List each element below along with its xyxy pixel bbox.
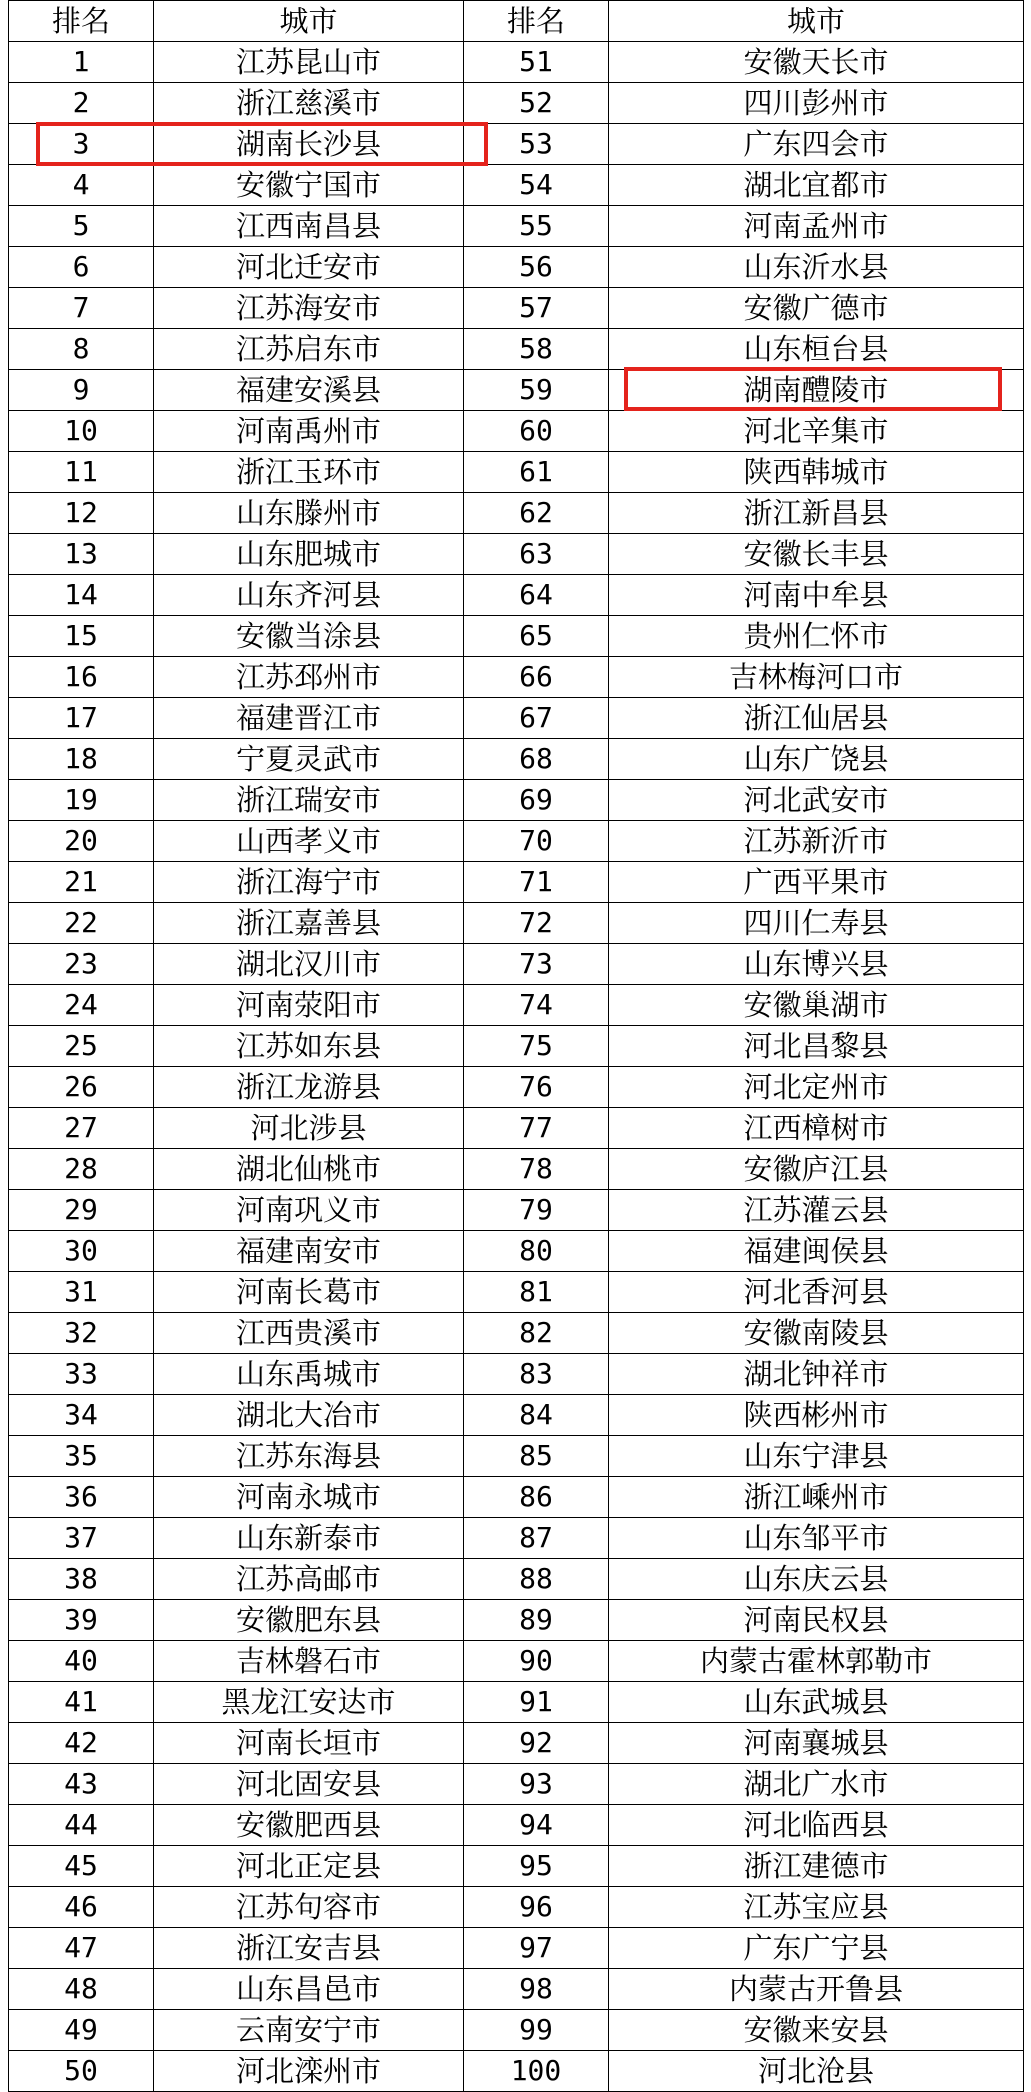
rank-cell-left: 45 [9,1846,154,1887]
city-cell-right: 河北辛集市 [609,411,1024,452]
table-row [9,1928,1024,1969]
table-row [9,534,1024,575]
rank-cell-right: 74 [464,985,609,1026]
city-cell-left: 宁夏灵武市 [154,739,464,780]
rank-cell-right: 96 [464,1887,609,1928]
rank-cell-left: 2 [9,83,154,124]
city-cell-left: 山东昌邑市 [154,1969,464,2010]
city-cell-left: 山东新泰市 [154,1518,464,1559]
rank-cell-right: 84 [464,1395,609,1436]
rank-cell-left: 46 [9,1887,154,1928]
city-cell-right: 江西樟树市 [609,1108,1024,1149]
rank-cell-right: 80 [464,1231,609,1272]
rank-cell-left: 36 [9,1477,154,1518]
rank-cell-left: 22 [9,903,154,944]
table-row [9,42,1024,83]
rank-cell-left: 30 [9,1231,154,1272]
city-cell-right: 内蒙古霍林郭勒市 [609,1641,1024,1682]
rank-cell-right: 64 [464,575,609,616]
rank-cell-right: 68 [464,739,609,780]
rank-cell-left: 33 [9,1354,154,1395]
table-row [9,616,1024,657]
city-cell-right: 河北昌黎县 [609,1026,1024,1067]
city-cell-right: 湖北广水市 [609,1764,1024,1805]
rank-cell-right: 92 [464,1723,609,1764]
table-row [9,985,1024,1026]
table-row [9,2051,1024,2092]
city-cell-left: 河南巩义市 [154,1190,464,1231]
city-cell-right: 贵州仁怀市 [609,616,1024,657]
city-cell-left: 江苏邳州市 [154,657,464,698]
table-row [9,165,1024,206]
rank-cell-right: 97 [464,1928,609,1969]
table-row [9,1313,1024,1354]
rank-cell-left: 50 [9,2051,154,2092]
rank-cell-right: 85 [464,1436,609,1477]
table-row [9,370,1024,411]
city-cell-right: 河北定州市 [609,1067,1024,1108]
city-cell-left: 河南荥阳市 [154,985,464,1026]
table-row [9,575,1024,616]
city-cell-right: 广东四会市 [609,124,1024,165]
city-cell-left: 山东滕州市 [154,493,464,534]
rank-cell-left: 29 [9,1190,154,1231]
table-row [9,83,1024,124]
rank-cell-right: 79 [464,1190,609,1231]
rank-cell-left: 11 [9,452,154,493]
table-row [9,288,1024,329]
table-row [9,1067,1024,1108]
city-cell-right: 陕西彬州市 [609,1395,1024,1436]
city-cell-right: 浙江建德市 [609,1846,1024,1887]
rank-cell-right: 81 [464,1272,609,1313]
table-row [9,1108,1024,1149]
city-cell-left: 山西孝义市 [154,821,464,862]
rank-cell-right: 57 [464,288,609,329]
city-cell-left: 河南禹州市 [154,411,464,452]
rank-cell-right: 56 [464,247,609,288]
city-cell-left: 河南永城市 [154,1477,464,1518]
city-cell-right: 安徽长丰县 [609,534,1024,575]
rank-cell-right: 51 [464,42,609,83]
city-cell-right: 河北香河县 [609,1272,1024,1313]
rank-cell-right: 54 [464,165,609,206]
rank-cell-left: 39 [9,1600,154,1641]
table-row [9,862,1024,903]
city-cell-right: 江苏新沂市 [609,821,1024,862]
table-row [9,1805,1024,1846]
city-cell-left: 江苏东海县 [154,1436,464,1477]
city-cell-right: 山东广饶县 [609,739,1024,780]
rank-cell-right: 67 [464,698,609,739]
rank-cell-left: 20 [9,821,154,862]
table-row [9,1518,1024,1559]
rank-cell-left: 40 [9,1641,154,1682]
rank-cell-left: 32 [9,1313,154,1354]
table-row [9,124,1024,165]
rank-cell-left: 5 [9,206,154,247]
city-cell-left: 江苏启东市 [154,329,464,370]
rank-cell-left: 10 [9,411,154,452]
city-cell-right: 内蒙古开鲁县 [609,1969,1024,2010]
rank-cell-left: 12 [9,493,154,534]
rank-cell-right: 63 [464,534,609,575]
city-cell-left: 浙江嘉善县 [154,903,464,944]
table-row [9,411,1024,452]
city-cell-right: 四川仁寿县 [609,903,1024,944]
rank-cell-right: 65 [464,616,609,657]
rank-cell-right: 66 [464,657,609,698]
rank-cell-right: 71 [464,862,609,903]
city-cell-left: 江苏句容市 [154,1887,464,1928]
table-header-row [9,1,1024,42]
header-rank-right: 排名 [464,1,609,42]
rank-cell-left: 16 [9,657,154,698]
rank-cell-right: 98 [464,1969,609,2010]
city-cell-left: 福建安溪县 [154,370,464,411]
table-row [9,944,1024,985]
table-row [9,1764,1024,1805]
table-row [9,1436,1024,1477]
rank-cell-left: 48 [9,1969,154,2010]
header-city-left: 城市 [154,1,464,42]
city-cell-right: 安徽巢湖市 [609,985,1024,1026]
city-cell-right: 湖南醴陵市 [609,370,1024,411]
rank-cell-left: 35 [9,1436,154,1477]
city-cell-right: 河北临西县 [609,1805,1024,1846]
city-cell-left: 湖北汉川市 [154,944,464,985]
table-row [9,1272,1024,1313]
city-cell-left: 安徽当涂县 [154,616,464,657]
city-cell-right: 山东桓台县 [609,329,1024,370]
city-cell-left: 山东禹城市 [154,1354,464,1395]
table-row [9,1026,1024,1067]
city-cell-right: 河南中牟县 [609,575,1024,616]
rank-cell-right: 78 [464,1149,609,1190]
ranking-table [8,0,1024,2092]
city-cell-right: 河北武安市 [609,780,1024,821]
city-cell-left: 浙江海宁市 [154,862,464,903]
table-row [9,1477,1024,1518]
rank-cell-left: 37 [9,1518,154,1559]
rank-cell-left: 38 [9,1559,154,1600]
rank-cell-left: 7 [9,288,154,329]
city-cell-right: 河北沧县 [609,2051,1024,2092]
table-row [9,1149,1024,1190]
rank-cell-left: 23 [9,944,154,985]
city-cell-right: 福建闽侯县 [609,1231,1024,1272]
rank-cell-left: 21 [9,862,154,903]
city-cell-right: 四川彭州市 [609,83,1024,124]
rank-cell-right: 72 [464,903,609,944]
rank-cell-right: 58 [464,329,609,370]
rank-cell-left: 14 [9,575,154,616]
rank-cell-right: 99 [464,2010,609,2051]
rank-cell-left: 6 [9,247,154,288]
rank-cell-left: 42 [9,1723,154,1764]
city-cell-left: 河北涉县 [154,1108,464,1149]
table-row [9,1600,1024,1641]
table-row [9,452,1024,493]
rank-cell-right: 86 [464,1477,609,1518]
rank-cell-left: 31 [9,1272,154,1313]
table-row [9,493,1024,534]
header-rank-left: 排名 [9,1,154,42]
city-cell-left: 湖北仙桃市 [154,1149,464,1190]
city-cell-left: 浙江慈溪市 [154,83,464,124]
city-cell-left: 江苏如东县 [154,1026,464,1067]
rank-cell-right: 75 [464,1026,609,1067]
city-cell-left: 吉林磐石市 [154,1641,464,1682]
city-cell-left: 河北迁安市 [154,247,464,288]
city-cell-right: 江苏宝应县 [609,1887,1024,1928]
rank-cell-left: 41 [9,1682,154,1723]
city-cell-right: 广东广宁县 [609,1928,1024,1969]
table-row [9,1559,1024,1600]
rank-cell-left: 1 [9,42,154,83]
city-cell-right: 浙江新昌县 [609,493,1024,534]
rank-cell-left: 43 [9,1764,154,1805]
city-cell-right: 山东宁津县 [609,1436,1024,1477]
rank-cell-left: 15 [9,616,154,657]
rank-cell-left: 17 [9,698,154,739]
city-cell-left: 江西南昌县 [154,206,464,247]
rank-cell-right: 94 [464,1805,609,1846]
city-cell-left: 湖北大冶市 [154,1395,464,1436]
rank-cell-left: 8 [9,329,154,370]
city-cell-left: 河北滦州市 [154,2051,464,2092]
table-row [9,780,1024,821]
rank-cell-right: 69 [464,780,609,821]
rank-cell-right: 90 [464,1641,609,1682]
rank-cell-left: 47 [9,1928,154,1969]
rank-cell-left: 19 [9,780,154,821]
city-cell-right: 浙江仙居县 [609,698,1024,739]
city-cell-right: 安徽广德市 [609,288,1024,329]
table-row [9,1682,1024,1723]
table-row [9,821,1024,862]
city-cell-left: 江苏海安市 [154,288,464,329]
city-cell-right: 河南孟州市 [609,206,1024,247]
city-cell-right: 江苏灌云县 [609,1190,1024,1231]
city-cell-left: 云南安宁市 [154,2010,464,2051]
rank-cell-right: 95 [464,1846,609,1887]
rank-cell-right: 60 [464,411,609,452]
city-cell-left: 山东肥城市 [154,534,464,575]
rank-cell-left: 25 [9,1026,154,1067]
rank-cell-right: 100 [464,2051,609,2092]
rank-cell-right: 83 [464,1354,609,1395]
rank-cell-right: 87 [464,1518,609,1559]
city-cell-left: 江苏昆山市 [154,42,464,83]
city-cell-right: 安徽南陵县 [609,1313,1024,1354]
city-cell-right: 山东博兴县 [609,944,1024,985]
city-cell-left: 安徽肥东县 [154,1600,464,1641]
city-cell-left: 福建晋江市 [154,698,464,739]
city-cell-right: 安徽天长市 [609,42,1024,83]
city-cell-right: 湖北宜都市 [609,165,1024,206]
rank-cell-right: 89 [464,1600,609,1641]
city-cell-left: 浙江龙游县 [154,1067,464,1108]
table-row [9,657,1024,698]
rank-cell-right: 76 [464,1067,609,1108]
rank-cell-right: 53 [464,124,609,165]
rank-cell-left: 34 [9,1395,154,1436]
city-cell-right: 安徽来安县 [609,2010,1024,2051]
rank-cell-right: 59 [464,370,609,411]
rank-cell-right: 93 [464,1764,609,1805]
table-row [9,1887,1024,1928]
table-row [9,1846,1024,1887]
rank-cell-right: 55 [464,206,609,247]
header-city-right: 城市 [609,1,1024,42]
city-cell-right: 山东武城县 [609,1682,1024,1723]
city-cell-right: 山东沂水县 [609,247,1024,288]
table-row [9,206,1024,247]
city-cell-right: 陕西韩城市 [609,452,1024,493]
city-cell-left: 黑龙江安达市 [154,1682,464,1723]
city-cell-right: 广西平果市 [609,862,1024,903]
city-cell-left: 浙江玉环市 [154,452,464,493]
city-cell-left: 江苏高邮市 [154,1559,464,1600]
city-cell-right: 安徽庐江县 [609,1149,1024,1190]
table-body [9,42,1024,2092]
city-cell-right: 河南襄城县 [609,1723,1024,1764]
rank-cell-right: 91 [464,1682,609,1723]
rank-cell-right: 77 [464,1108,609,1149]
city-cell-right: 湖北钟祥市 [609,1354,1024,1395]
table-row [9,698,1024,739]
rank-cell-left: 3 [9,124,154,165]
city-cell-left: 江西贵溪市 [154,1313,464,1354]
rank-cell-right: 52 [464,83,609,124]
rank-cell-left: 9 [9,370,154,411]
rank-cell-left: 26 [9,1067,154,1108]
rank-cell-left: 27 [9,1108,154,1149]
city-cell-left: 浙江安吉县 [154,1928,464,1969]
rank-cell-left: 13 [9,534,154,575]
rank-cell-right: 70 [464,821,609,862]
table-row [9,2010,1024,2051]
rank-cell-right: 73 [464,944,609,985]
city-cell-right: 浙江嵊州市 [609,1477,1024,1518]
city-cell-left: 河南长葛市 [154,1272,464,1313]
table-row [9,1723,1024,1764]
table-row [9,329,1024,370]
rank-cell-left: 44 [9,1805,154,1846]
rank-cell-left: 4 [9,165,154,206]
rank-cell-right: 61 [464,452,609,493]
rank-cell-left: 28 [9,1149,154,1190]
city-cell-left: 湖南长沙县 [154,124,464,165]
table-row [9,1641,1024,1682]
city-cell-left: 河南长垣市 [154,1723,464,1764]
rank-cell-right: 88 [464,1559,609,1600]
city-cell-left: 安徽宁国市 [154,165,464,206]
city-cell-left: 河北固安县 [154,1764,464,1805]
city-cell-right: 山东庆云县 [609,1559,1024,1600]
table-row [9,1354,1024,1395]
city-cell-right: 河南民权县 [609,1600,1024,1641]
city-cell-left: 河北正定县 [154,1846,464,1887]
city-cell-right: 山东邹平市 [609,1518,1024,1559]
rank-cell-left: 24 [9,985,154,1026]
table-row [9,1395,1024,1436]
rank-cell-left: 18 [9,739,154,780]
city-cell-left: 安徽肥西县 [154,1805,464,1846]
rank-cell-right: 62 [464,493,609,534]
city-cell-left: 福建南安市 [154,1231,464,1272]
table-row [9,1231,1024,1272]
city-cell-left: 浙江瑞安市 [154,780,464,821]
table-row [9,739,1024,780]
rank-cell-right: 82 [464,1313,609,1354]
rank-cell-left: 49 [9,2010,154,2051]
table-row [9,903,1024,944]
table-row [9,247,1024,288]
city-cell-left: 山东齐河县 [154,575,464,616]
city-cell-right: 吉林梅河口市 [609,657,1024,698]
table-row [9,1969,1024,2010]
table-row [9,1190,1024,1231]
